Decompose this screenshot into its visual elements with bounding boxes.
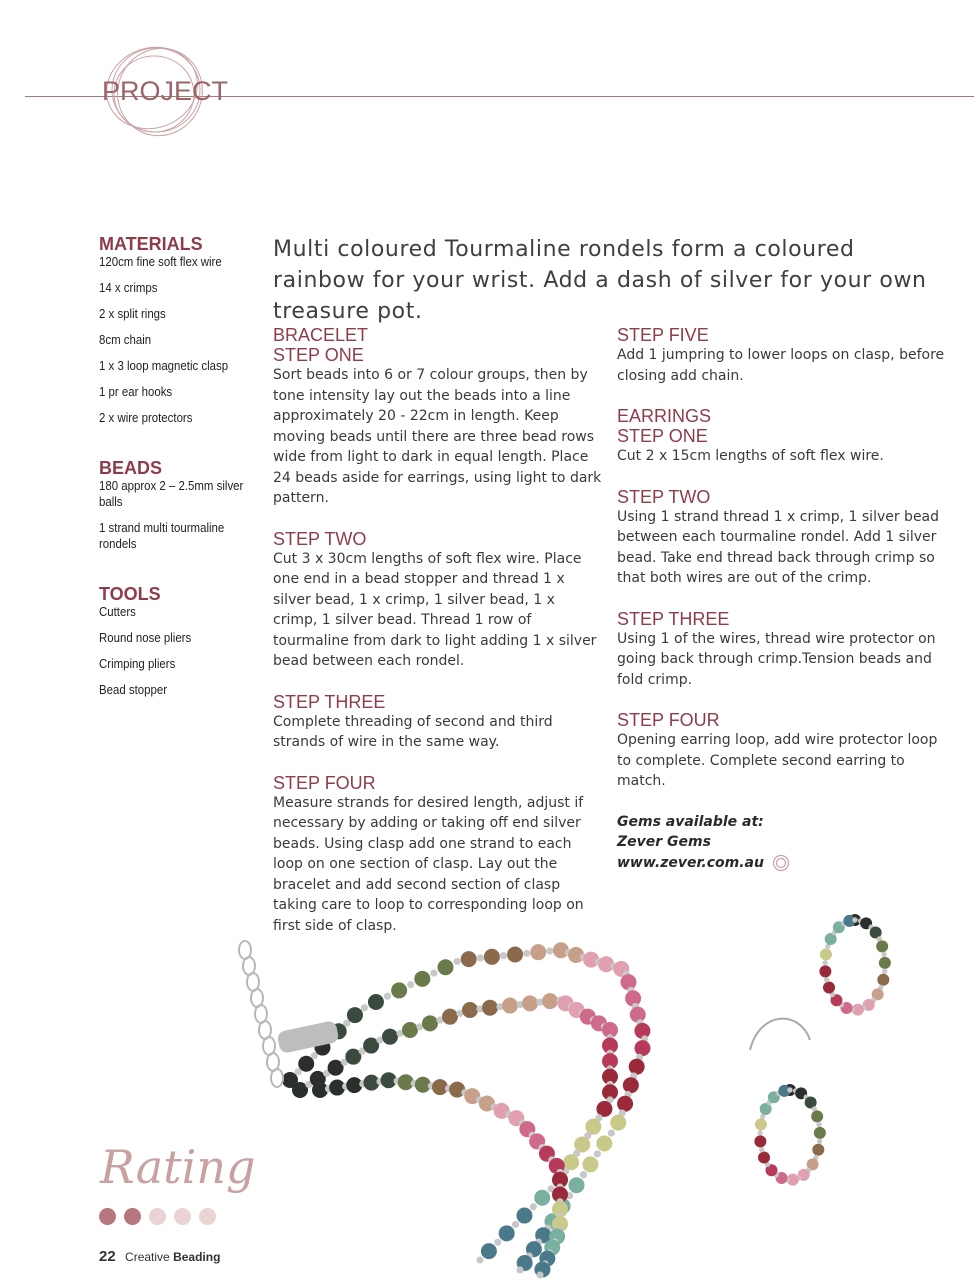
bracelet-strand-bead — [546, 947, 553, 954]
gems-supplier: Zever Gems — [617, 834, 711, 850]
bracelet-strand-bead — [542, 993, 558, 1009]
beads-item: 180 approx 2 – 2.5mm silver balls — [99, 478, 244, 509]
bracelet-step-two — [273, 529, 603, 672]
step-body: Cut 2 x 15cm lengths of soft flex wire. — [617, 448, 884, 464]
bracelet-strand-bead — [629, 1059, 645, 1075]
materials-item: 120cm fine soft flex wire — [99, 254, 222, 269]
chain-link — [271, 1069, 283, 1087]
step-title: STEP FOUR — [617, 710, 720, 730]
bracelet-strand-bead — [454, 958, 461, 965]
earring-one-bead — [876, 940, 888, 952]
beads-section — [99, 458, 259, 552]
tools-item: Round nose pliers — [99, 630, 192, 645]
step-title: STEP THREE — [617, 608, 730, 629]
earring-two-hook — [750, 1019, 810, 1050]
earring-one-bead — [823, 982, 835, 994]
bracelet-strand-bead — [502, 998, 518, 1014]
bracelet-strand-bead — [461, 951, 477, 967]
materials-item: 8cm chain — [99, 332, 152, 347]
earrings-step-two — [617, 487, 947, 589]
bracelet-strand-bead — [569, 1177, 585, 1193]
column-left — [273, 325, 603, 956]
beads-heading: BEADS — [99, 458, 163, 478]
bracelet-strand-bead — [596, 1135, 612, 1151]
earring-two-bead — [754, 1135, 766, 1147]
bracelet-step-one — [273, 325, 603, 509]
bracelet-strand-bead — [407, 981, 414, 988]
materials-item: 14 x crimps — [99, 280, 158, 295]
bracelet-strand-bead — [582, 1156, 598, 1172]
bracelet-strand-bead — [462, 1002, 478, 1018]
earring-one-bead — [852, 917, 857, 922]
tools-item: Crimping pliers — [99, 656, 176, 671]
bracelet-strand-bead — [402, 1022, 418, 1038]
bracelet-strand-bead — [530, 944, 546, 960]
earring-two-bead — [755, 1118, 767, 1130]
bracelet-strand-bead — [610, 1115, 626, 1131]
earrings-step-four — [617, 710, 947, 792]
earrings-heading: EARRINGS — [617, 406, 712, 426]
bracelet-strand-bead — [414, 971, 430, 987]
earring-one-bead — [882, 969, 887, 974]
bracelet-step-five — [617, 325, 947, 386]
bracelet-strand-bead — [442, 1009, 458, 1025]
earring-one-bead — [879, 957, 891, 969]
bracelet-strand-bead — [516, 1208, 532, 1224]
step-body: Using 1 strand thread 1 x crimp, 1 silver bead between each tourmaline rondel. Add 1 silver bead. Take end thread back through crimp so that both wires are out of the crimp. — [617, 508, 940, 586]
bracelet-strand-bead — [361, 1004, 368, 1011]
bracelet-strand-bead — [499, 1225, 515, 1241]
rating-label: Rating — [100, 1140, 256, 1194]
beads-list — [99, 478, 259, 552]
bracelet-strand-bead — [634, 1040, 650, 1056]
bracelet-strand-bead — [500, 952, 507, 959]
bracelet-strand-bead — [438, 959, 454, 975]
gems-credit — [617, 812, 947, 874]
tools-item: Cutters — [99, 604, 136, 619]
bracelet-strand-bead — [536, 1271, 543, 1278]
rating-dot-empty — [199, 1208, 216, 1225]
bracelet-strand-bead — [430, 969, 437, 976]
bracelet-strand-bead — [484, 949, 500, 965]
rating-dot-filled — [99, 1208, 116, 1225]
step-title: STEP ONE — [273, 345, 364, 365]
bracelet-strand-bead — [494, 1239, 501, 1246]
step-title: STEP FIVE — [617, 325, 709, 345]
bracelet-strand-bead — [523, 950, 530, 957]
step-body: Measure strands for desired length, adjust if necessary by adding or taking off end silver beads. Using clasp add one strand to each loop on one section of clasp. Lay out the bracelet and add second section of clasp taking care to loop to corresponding loop on first side of clasp. — [273, 794, 584, 934]
earring-two-bead — [817, 1139, 822, 1144]
bracelet-heading: BRACELET — [273, 325, 369, 345]
bracelet-step-three — [273, 692, 603, 753]
bracelet-strand-bead — [382, 1029, 398, 1045]
earring-two-bead — [758, 1152, 770, 1164]
earring-one-bead — [822, 960, 827, 965]
bracelet-strand-bead — [516, 1266, 523, 1273]
step-body: Opening earring loop, add wire protector loop to complete. Complete second earring to match. — [617, 732, 938, 789]
bracelet-strand-bead — [594, 1150, 601, 1157]
bracelet-strand-bead — [512, 1221, 519, 1228]
step-title: STEP TWO — [273, 528, 367, 549]
step-body: Complete threading of second and third strands of wire in the same way. — [273, 713, 553, 750]
earring-one-bead — [881, 952, 886, 957]
page-number: 22 — [99, 1248, 116, 1265]
gems-url: www.zever.com.au — [617, 854, 764, 871]
earrings-step-one — [617, 406, 947, 467]
bracelet-strand-bead — [530, 1203, 537, 1210]
tools-heading: TOOLS — [99, 584, 161, 604]
materials-item: 1 pr ear hooks — [99, 384, 173, 399]
rating-dot-empty — [174, 1208, 191, 1225]
rating-dot-empty — [149, 1208, 166, 1225]
column-right — [617, 325, 947, 873]
bracelet-strand-bead — [477, 954, 484, 961]
materials-item: 2 x split rings — [99, 306, 166, 321]
step-body: Sort beads into 6 or 7 colour groups, then by tone intensity lay out the beads into a line approximately 20 - 22cm in length. Keep moving beads until there are three bead rows wide from light to dark in equal length. Place 24 beads aside for earrings, using light to dark pattern. — [273, 367, 602, 506]
intro-text: Multi coloured Tourmaline rondels form a coloured rainbow for your wrist. Add a dash of silver for your own treasure pot. — [273, 237, 927, 324]
materials-heading: MATERIALS — [99, 234, 203, 254]
earring-two-bead — [787, 1087, 792, 1092]
materials-item: 1 x 3 loop magnetic clasp — [99, 358, 229, 373]
bracelet-strand-bead — [384, 993, 391, 1000]
end-mark-icon — [772, 854, 790, 872]
materials-section — [99, 234, 259, 426]
bracelet-strand-bead — [391, 982, 407, 998]
page-section-title: PROJECT — [102, 76, 229, 106]
magazine-prefix: Creative — [125, 1250, 170, 1264]
bracelet-strand-bead — [580, 1171, 587, 1178]
earring-one-bead — [824, 977, 829, 982]
bracelet-strand-bead — [482, 1000, 498, 1016]
bracelet-strand-bead — [534, 1190, 550, 1206]
step-title: STEP THREE — [273, 691, 386, 712]
materials-item: 2 x wire protectors — [99, 410, 193, 425]
bracelet-strand-bead — [608, 1129, 615, 1136]
bracelet-strand-bead — [347, 1007, 363, 1023]
earring-two-bead — [812, 1144, 824, 1156]
materials-list — [99, 254, 259, 426]
earring-two-bead — [757, 1130, 762, 1135]
sidebar — [99, 234, 259, 730]
step-title: STEP ONE — [617, 426, 708, 446]
tools-section — [99, 584, 259, 698]
magazine-name: Beading — [173, 1250, 221, 1264]
bracelet-strand-bead — [368, 994, 384, 1010]
beads-item: 1 strand multi tourmaline rondels — [99, 520, 225, 551]
earring-one-bead — [819, 965, 831, 977]
step-body: Cut 3 x 30cm lengths of soft flex wire. Place one end in a bead stopper and thread 1 x silver bead, 1 x crimp, 1 silver bead, 1 x crimp, 1 silver bead. Thread 1 row of tourmaline from dark to light adding 1 x silver bead between each rondel. — [273, 550, 597, 669]
rating-dots — [99, 1208, 216, 1225]
step-body: Add 1 jumpring to lower loops on clasp, before closing add chain. — [617, 347, 945, 384]
page-footer — [99, 1248, 220, 1265]
earring-one-bead — [877, 974, 889, 986]
earring-two-bead — [759, 1147, 764, 1152]
step-title: STEP TWO — [617, 486, 711, 507]
bracelet-strand-bead — [422, 1015, 438, 1031]
rating-dot-filled — [124, 1208, 141, 1225]
tools-item: Bead stopper — [99, 682, 168, 697]
earring-one-bead — [820, 948, 832, 960]
step-body: Using 1 of the wires, thread wire protector on going back through crimp.Tension beads and fold crimp. — [617, 630, 936, 688]
bracelet-strand-bead — [623, 1077, 639, 1093]
earring-two-bead — [816, 1122, 821, 1127]
gems-line: Gems available at: — [617, 813, 764, 830]
gems-website — [617, 853, 947, 874]
bracelet-strand-bead — [522, 995, 538, 1011]
bracelet-strand-bead — [476, 1256, 483, 1263]
bracelet-strand-bead — [481, 1243, 497, 1259]
bracelet-strand-bead — [617, 1096, 633, 1112]
tools-list — [99, 604, 259, 698]
earring-two-bead — [811, 1110, 823, 1122]
earring-two-bead — [814, 1127, 826, 1139]
bracelet-strand-bead — [507, 946, 523, 962]
step-title: STEP FOUR — [273, 772, 376, 793]
earrings-step-three — [617, 609, 947, 691]
